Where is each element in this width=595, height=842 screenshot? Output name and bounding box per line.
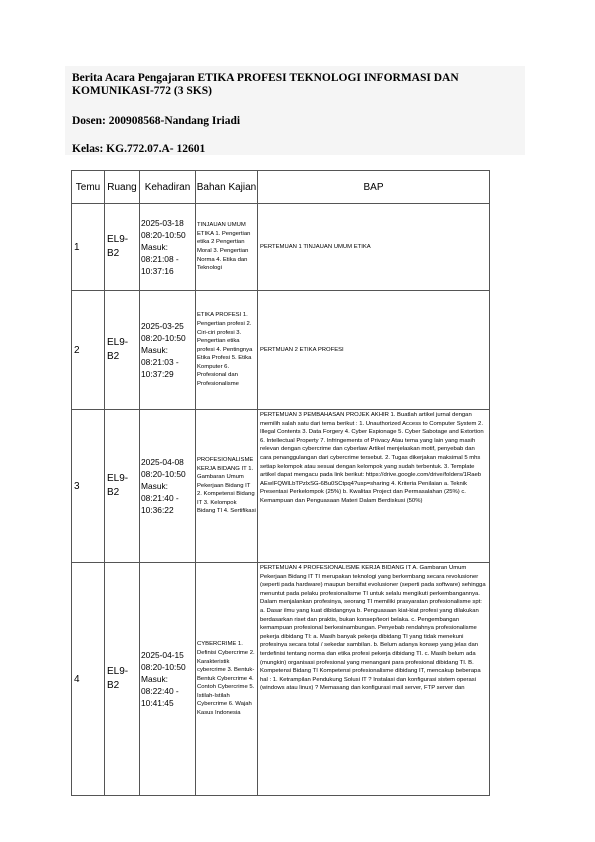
cell-bap: PERTEMUAN 1 TINJAUAN UMUM ETIKA [258, 204, 490, 291]
column-header-bahan-kajian: Bahan Kajian [196, 171, 258, 204]
cell-ruang: EL9-B2 [105, 410, 140, 563]
cell-bahan-kajian: PROFESIONALISME KERJA BIDANG IT 1. Gambaran Umum Pekerjaan Bidang IT 2. Kompetensi Bidang IT 3. Kelompok Bidang TI 4. Sertifikasi [196, 410, 258, 563]
table-row [72, 563, 490, 796]
report-header [65, 66, 525, 155]
cell-temu: 4 [72, 563, 105, 796]
table-row [72, 291, 490, 410]
cell-bahan-kajian: ETIKA PROFESI 1. Pengertian profesi 2. Ciri-ciri profesi 3. Pengertian etika profesi 4. Pentingnya Etika Profesi 5. Etika Komputer 6. Profesional dan Profesionalisme [196, 291, 258, 410]
cell-temu: 3 [72, 410, 105, 563]
cell-ruang: EL9-B2 [105, 291, 140, 410]
cell-bahan-kajian: CYBERCRIME 1. Definisi Cybercrime 2. Karakteristik cybercrime 3. Bentuk-Bentuk Cybercrime 4. Contoh Cybercrime 5. Istilah-Istilah Cybercrime 6. Wajah Kasus Indonesia [196, 563, 258, 796]
cell-kehadiran: 2025-04-15 08:20-10:50 Masuk: 08:22:40 - 10:41:45 [140, 563, 196, 796]
class-label: Kelas: KG.772.07.A- 12601 [72, 143, 206, 155]
column-header-temu: Temu [72, 171, 105, 204]
cell-temu: 1 [72, 204, 105, 291]
cell-kehadiran: 2025-03-25 08:20-10:50 Masuk: 08:21:03 - 10:37:29 [140, 291, 196, 410]
cell-kehadiran: 2025-04-08 08:20-10:50 Masuk: 08:21:40 - 10:36:22 [140, 410, 196, 563]
teaching-log-table [71, 170, 490, 796]
bap-text: PERTEMUAN 4 PROFESIONALISME KERJA BIDANG IT A. Gambaran Umum Pekerjaan Bidang IT TI merupakan teknologi yang berkembang secara revolusioner (seperti pada hardware) maupun bersifat evolusioner (seperti pada software) sehingga menuntut pada pelaku profesionalisme TI untuk selalu mengikuti perkembangannya. Dalam menjalankan profesinya, seorang TI memiliki prasyaratan profesionalisme spt: a. Dasar ilmu yang kuat dibidangnya b. Penguasaan kiat-kiat profesi yang dilakukan berdasarkan riset dan praktis, bukan konsep/teori belaka. c. Pengembangan kemampuan profesional berkesinambungan. Penyebab rendahnya profesionalisme pekerja dibidang TI: a. Masih banyak pekerja dibidang TI yang tidak menekuni profesinya secara total / sekedar sambilan. b. Belum adanya konsep yang jelas dan terdefinisi tentang norma dan etika profesi pekerja dibidang TI. c. Masih belum ada (mungkin) organisasi profesional yang menangani para profesional dibidang TI. B. Kompetensi Bidang TI Kompetensi profesionalisme dibidang IT, mencakup beberapa hal : 1. Ketrampilan Pendukung Solusi IT ? Instalasi dan konfigurasi sistem operasi (windows atau linux) ? Memasang dan konfigurasi mail server, FTP server dan [260, 565, 486, 692]
cell-temu: 2 [72, 291, 105, 410]
cell-kehadiran: 2025-03-18 08:20-10:50 Masuk: 08:21:08 - 10:37:16 [140, 204, 196, 291]
column-header-bap: BAP [258, 171, 490, 204]
cell-bap [258, 563, 490, 796]
lecturer-label: Dosen: 200908568-Nandang Iriadi [72, 115, 241, 127]
cell-bap: PERTMUAN 2 ETIKA PROFESI [258, 291, 490, 410]
cell-bahan-kajian: TINJAUAN UMUM ETIKA 1. Pengertian etika 2 Pengertian Moral 3. Pengertian Norma 4. Etika dan Teknologi [196, 204, 258, 291]
column-header-ruang: Ruang [105, 171, 140, 204]
table-row [72, 204, 490, 291]
table-header-row [72, 171, 490, 204]
report-title: Berita Acara Pengajaran ETIKA PROFESI TEKNOLOGI INFORMASI DAN KOMUNIKASI-772 (3 SKS) [72, 72, 459, 97]
cell-bap: PERTEMUAN 3 PEMBAHASAN PROJEK AKHIR 1. Buatlah artikel jurnal dengan memilih salah satu dari tema berikut : 1. Unauthorized Access to Computer System 2. Illegal Contents 3. Data Forgery 4. Cyber Espionage 5. Cyber Sabotage and Extortion 6. Intellectual Property 7. Infringements of Privacy Atau tema yang lain yang masih relevan dengan cybercrime dan cyberlaw Artikel menjelaskan motif, penyebab dan cara penanggulangan dari cybercrime tersebut. 2. Tugas dikerjakan maksimal 5 mhs setiap kelompok atau sesuai dengan kelompok yang sudah terbentuk. 3. Template artikel dapat mengacu pada link berikut: https://drive.google.com/drive/folders/1Raeb AEwIFQWlLbTPzlxSG-6Bu0SCtpq4?usp=sharing 4. Kriteria Penilaian a. Teknik Presentasi Perkelompok (25%) b. Kwalitas Project dan Permasalahan (25%) c. Kemampuan dan Penguasaan Materi Dalam Berdiskusi (50%) [258, 410, 490, 563]
column-header-kehadiran: Kehadiran [140, 171, 196, 204]
cell-ruang: EL9-B2 [105, 204, 140, 291]
table-row [72, 410, 490, 563]
cell-ruang: EL9-B2 [105, 563, 140, 796]
